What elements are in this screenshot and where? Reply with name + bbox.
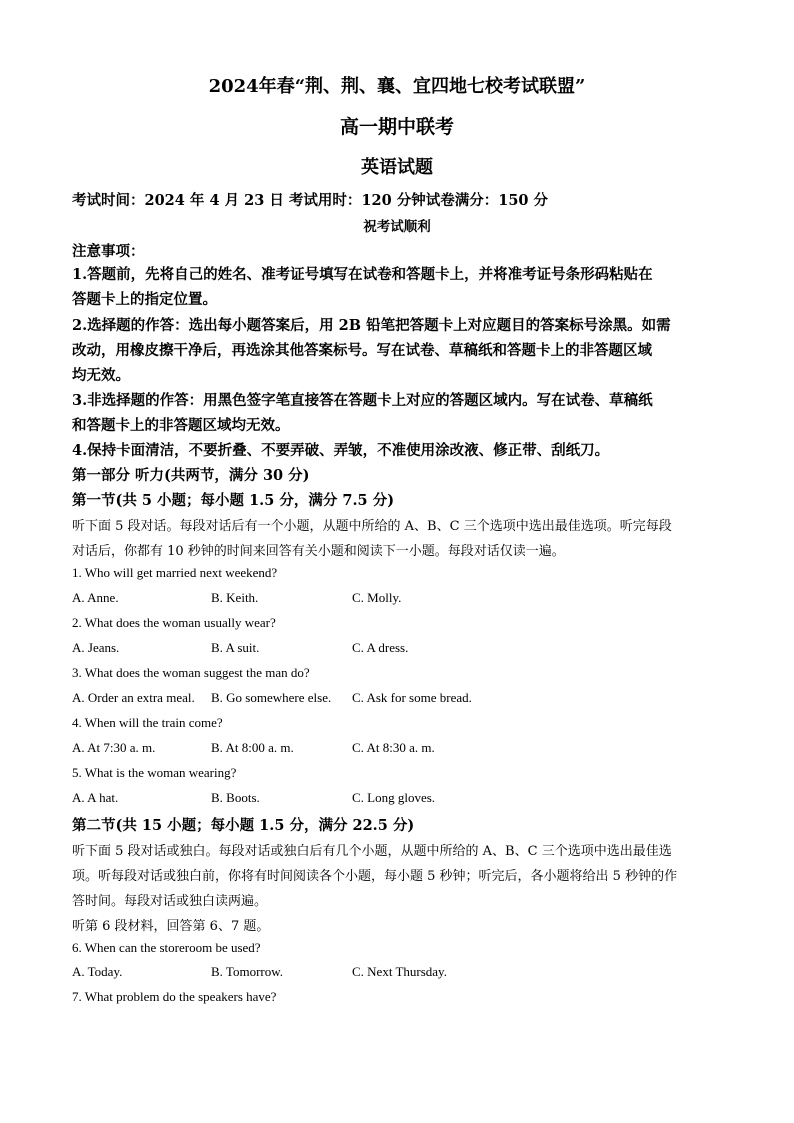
material-6-heading: 听第 6 段材料，回答第 6、7 题。 [72, 919, 270, 934]
note-2-line-3: 均无效。 [72, 367, 130, 384]
subject-title: 英语试题 [361, 157, 433, 178]
note-3-line-2: 和答题卡上的非答题区域均无效。 [72, 417, 290, 434]
q1-option-a: A. Anne. [72, 590, 119, 605]
note-4-line-1: 4.保持卡面清洁，不要折叠、不要弄破、弄皱，不准使用涂改液、修正带、刮纸刀。 [72, 442, 610, 459]
wish-text: 祝考试顺利 [363, 219, 431, 235]
section2-instruction-line-3: 答时间。每段对话或独白读两遍。 [72, 894, 268, 909]
section2-instruction-line-2: 项。听每段对话或独白前，你将有时间阅读各个小题，每小题 5 秒钟；听完后，各小题将给出 5 秒钟的作 [72, 869, 678, 884]
section2-heading: 第二节(共 15 小题；每小题 1.5 分，满分 22.5 分) [72, 817, 415, 834]
q6-option-a: A. Today. [72, 964, 123, 979]
note-2-line-1: 2.选择题的作答：选出每小题答案后，用 2B 铅笔把答题卡上对应题目的答案标号涂黑。如需 [72, 317, 671, 334]
question-1: 1. Who will get married next weekend? [72, 565, 278, 580]
exam-subtitle: 高一期中联考 [339, 116, 454, 138]
part1-heading: 第一部分 听力(共两节，满分 30 分) [72, 467, 310, 484]
q5-option-b: B. Boots. [211, 790, 260, 805]
question-2: 2. What does the woman usually wear? [72, 615, 276, 630]
note-1-line-2: 答题卡上的指定位置。 [72, 291, 217, 308]
q1-option-b: B. Keith. [211, 590, 259, 605]
q1-option-c: C. Molly. [352, 590, 402, 605]
q3-option-a: A. Order an extra meal. [72, 690, 195, 705]
section1-instruction-line-2: 对话后，你都有 10 秒钟的时间来回答有关小题和阅读下一小题。每段对话仅读一遍。 [72, 544, 565, 559]
notes-heading: 注意事项： [72, 243, 145, 260]
question-7: 7. What problem do the speakers have? [72, 989, 277, 1004]
question-4: 4. When will the train come? [72, 715, 223, 730]
exam-info: 考试时间：2024 年 4 月 23 日 考试用时：120 分钟试卷满分：150 分 [72, 192, 549, 209]
q5-option-a: A. A hat. [72, 790, 119, 805]
question-6: 6. When can the storeroom be used? [72, 940, 261, 955]
q3-option-c: C. Ask for some bread. [352, 690, 472, 705]
section1-heading: 第一节(共 5 小题；每小题 1.5 分，满分 7.5 分) [72, 492, 395, 509]
q4-option-b: B. At 8:00 a. m. [211, 740, 294, 755]
q2-option-a: A. Jeans. [72, 640, 120, 655]
q3-option-b: B. Go somewhere else. [211, 690, 332, 705]
section1-instruction-line-1: 听下面 5 段对话。每段对话后有一个小题，从题中所给的 A、B、C 三个选项中选出最佳选项。听完每段 [72, 519, 672, 534]
note-1-line-1: 1.答题前，先将自己的姓名、准考证号填写在试卷和答题卡上，并将准考证号条形码粘贴在 [72, 266, 653, 283]
q4-option-a: A. At 7:30 a. m. [72, 740, 156, 755]
question-3: 3. What does the woman suggest the man do? [72, 665, 310, 680]
q5-option-c: C. Long gloves. [352, 790, 436, 805]
note-3-line-1: 3.非选择题的作答：用黑色签字笔直接答在答题卡上对应的答题区域内。写在试卷、草稿纸 [72, 392, 653, 409]
q2-option-b: B. A suit. [211, 640, 260, 655]
q2-option-c: C. A dress. [352, 640, 409, 655]
question-5: 5. What is the woman wearing? [72, 765, 237, 780]
q6-option-b: B. Tomorrow. [211, 964, 284, 979]
section2-instruction-line-1: 听下面 5 段对话或独白。每段对话或独白后有几个小题，从题中所给的 A、B、C 三个选项中选出最佳选 [72, 844, 672, 859]
q4-option-c: C. At 8:30 a. m. [352, 740, 435, 755]
exam-title: 2024年春“荆、荆、襄、宜四地七校考试联盟” [208, 76, 586, 97]
note-2-line-2: 改动，用橡皮擦干净后，再选涂其他答案标号。写在试卷、草稿纸和答题卡上的非答题区域 [72, 342, 652, 359]
q6-option-c: C. Next Thursday. [352, 964, 447, 979]
